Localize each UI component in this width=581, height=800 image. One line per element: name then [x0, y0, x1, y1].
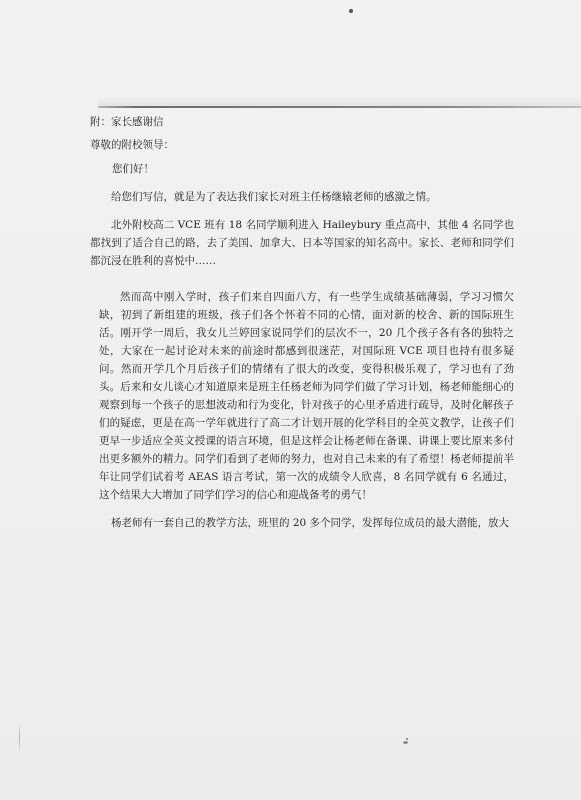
scan-speck — [349, 9, 353, 13]
thank-you-letter — [90, 113, 514, 532]
scan-edge-mark — [19, 722, 20, 754]
page-fold-line — [98, 106, 581, 108]
letter-paragraph: 然而高中刚入学时，孩子们来自四面八方，有一些学生成绩基础薄弱，学习习惯欠缺，初到了新组建的班级，孩子们各个怀着不同的心情，面对新的校舍、新的国际班生活。刚开学一周后，我女儿兰婷回家说同学们的层次不一，20 几个孩子各有各的独特之处，大家在一起讨论对未来的前途时都感到很迷茫，对国际班 VCE 项目也持有很多疑问。然而开学几个月后孩子们的情绪有了很大的改变，变得积极乐观了，学习也有了劲头。后来和女儿谈心才知道原来是班主任杨老师为同学们做了学习计划，杨老师能细心的观察到每一个孩子的思想波动和行为变化，针对孩子的心里矛盾进行疏导，及时化解孩子们的疑虑，更是在高一学年就进行了高二才计划开展的化学科目的全英文教学，让孩子们更早一步适应全英文授课的语言环境，但是这样会让杨老师在备课、讲课上要比原来多付出更多额外的精力。同学们看到了老师的努力，也对自己未来的有了希望！杨老师提前半年让同学们试着考 AEAS 语言考试，第一次的成绩令人欣喜，8 名同学就有 6 名通过，这个结果大大增加了同学们学习的信心和迎战备考的勇气！ — [99, 291, 514, 501]
page-fold-shadow — [98, 96, 581, 106]
letter-paragraph: 北外附校高二 VCE 班有 18 名同学顺利进入 Haileybury 重点高中，其他 4 名同学也都找到了适合自己的路，去了美国、加拿大、日本等国家的知名高中。家长、老师和同学们都沉浸在胜利的喜悦中…… — [90, 219, 514, 267]
attachment-title: 附：家长感谢信 — [90, 116, 164, 128]
scan-speck — [406, 738, 408, 740]
greeting: 您们好！ — [112, 163, 154, 175]
letter-paragraph: 给您们写信，就是为了表达我们家长对班主任杨继辕老师的感激之情。 — [111, 191, 437, 203]
scan-speck — [403, 741, 408, 744]
letter-paragraph: 杨老师有一套自己的教学方法，班里的 20 多个同学，发挥每位成员的最大潜能，放大 — [111, 517, 510, 529]
salutation: 尊敬的附校领导： — [90, 139, 174, 151]
